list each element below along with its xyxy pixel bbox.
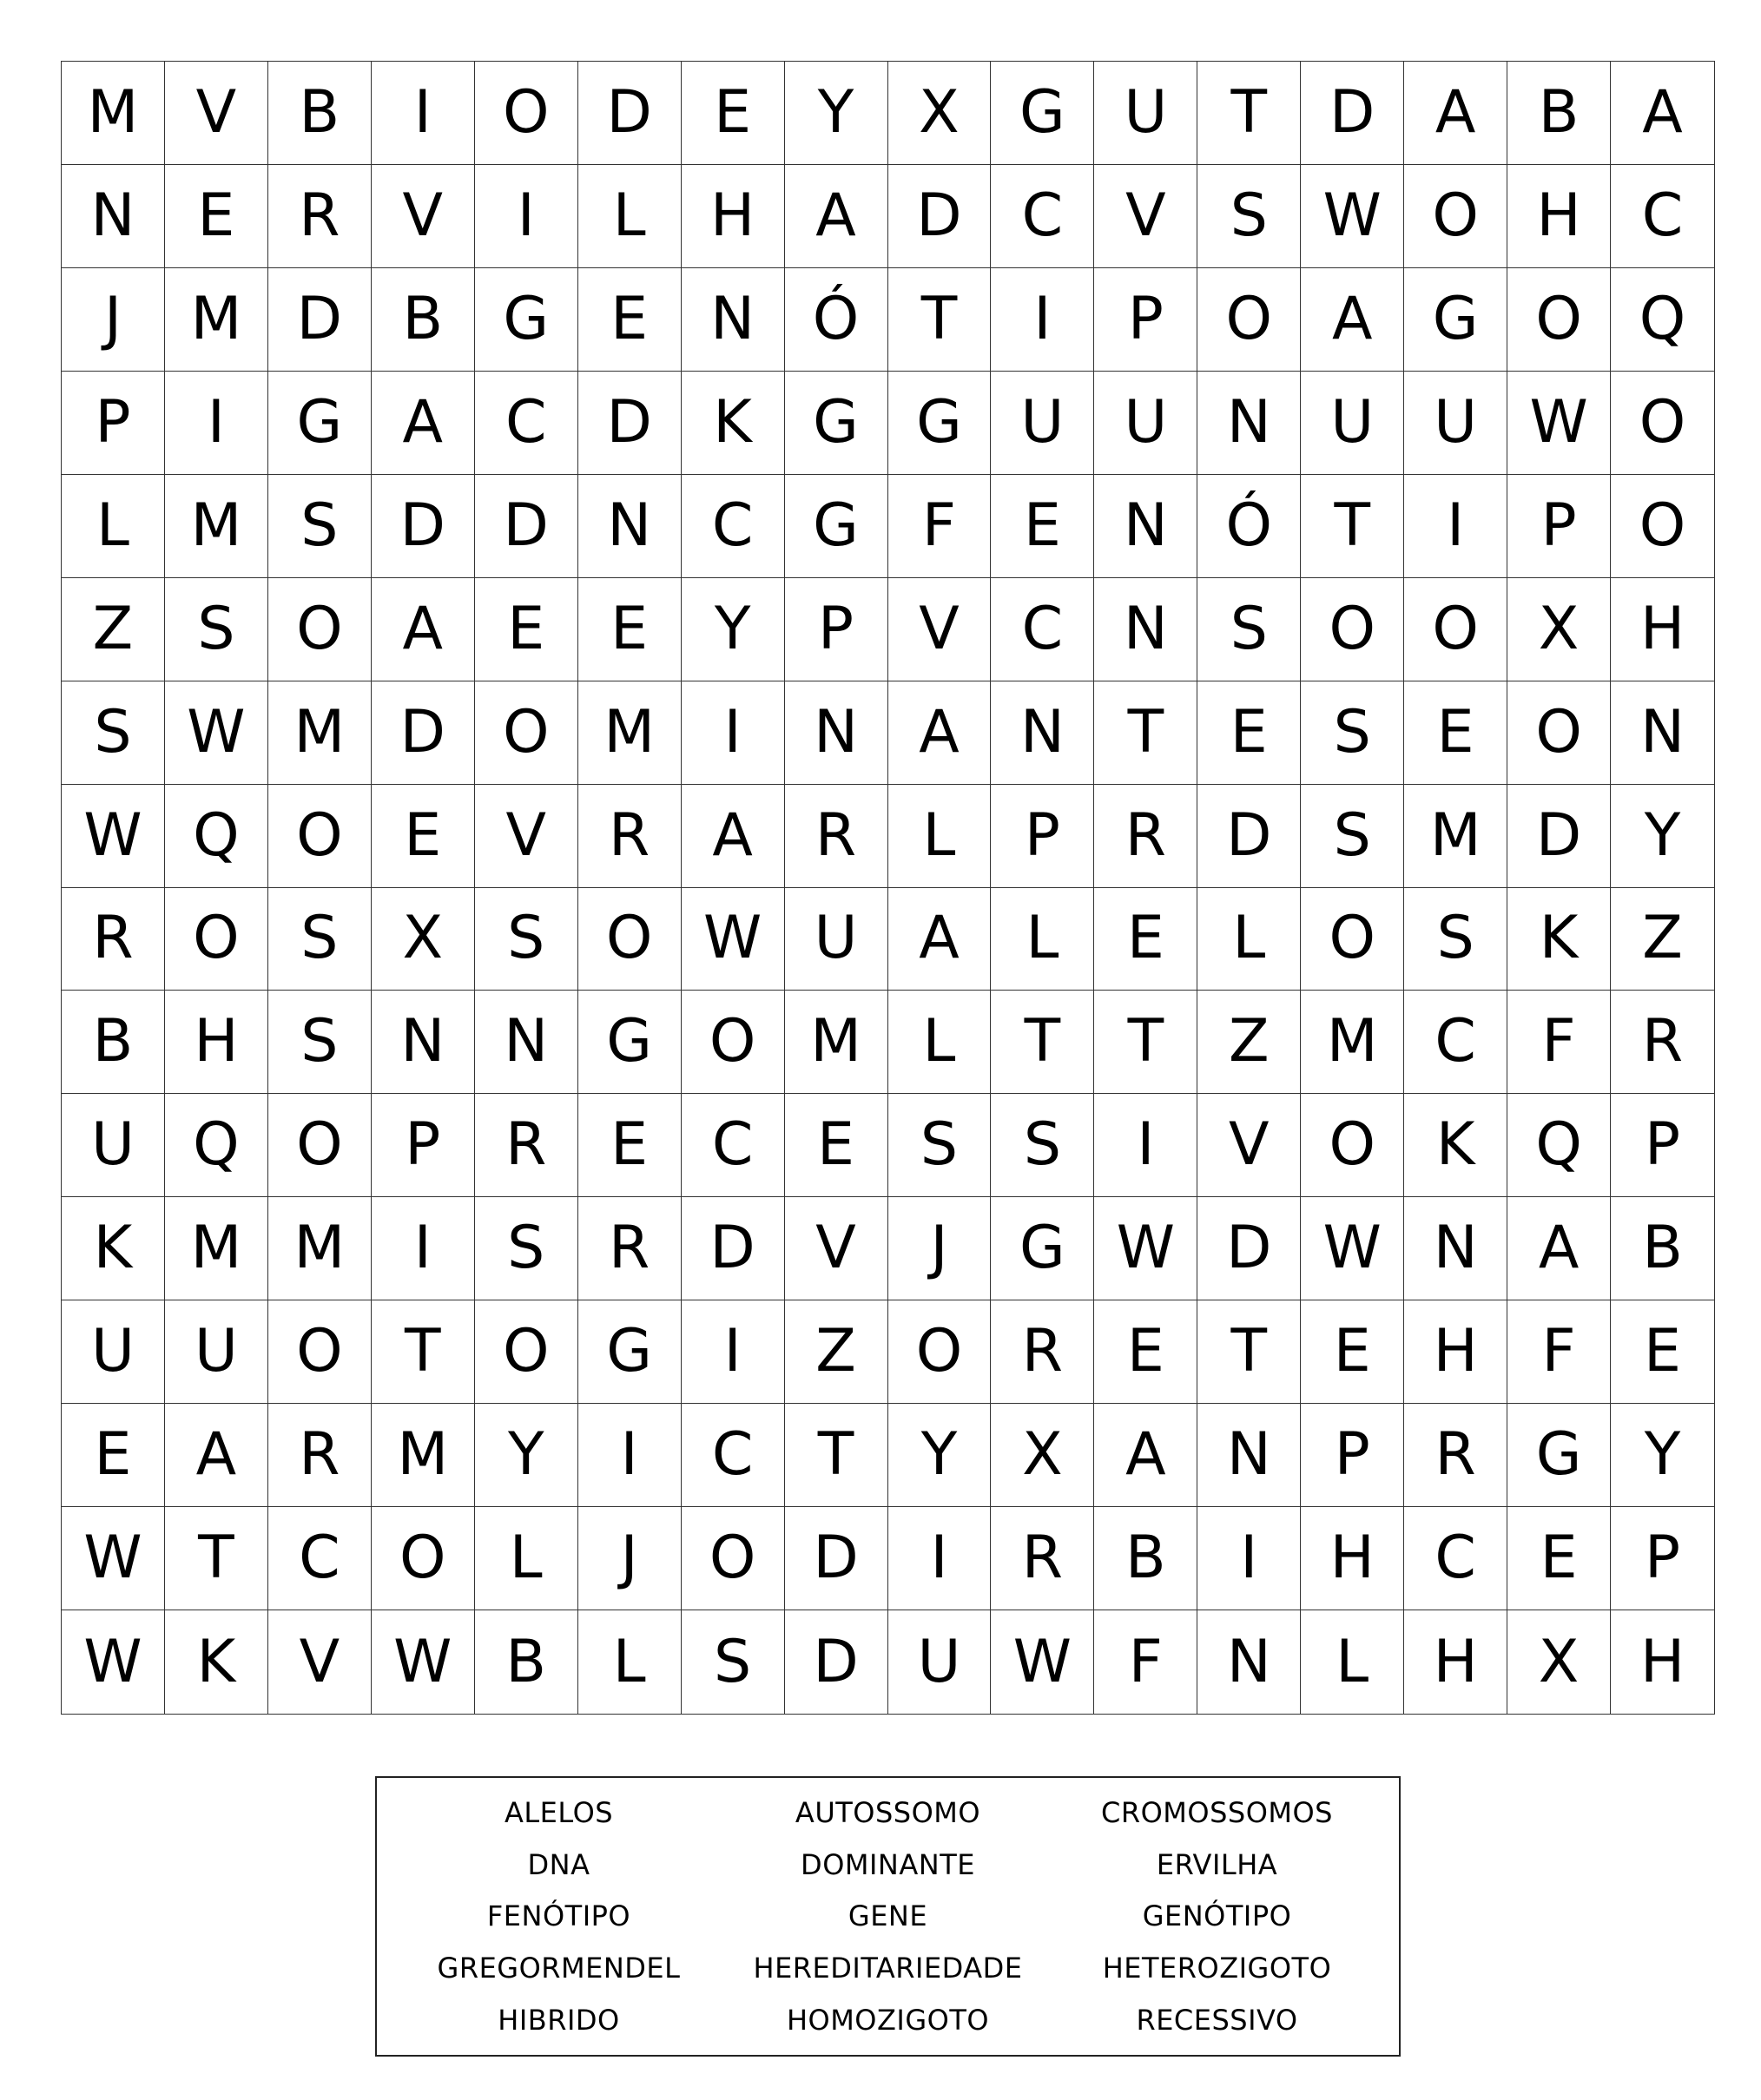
word-list-item: DOMINANTE <box>801 1847 975 1881</box>
word-list-item: HIBRIDO <box>498 2004 620 2037</box>
grid-cell-r8-c10[interactable]: E <box>1094 888 1197 991</box>
grid-cell-r14-c2[interactable]: C <box>268 1507 372 1610</box>
grid-cell-r2-c3[interactable]: B <box>372 268 475 372</box>
grid-cell-r0-c7[interactable]: Y <box>785 62 888 165</box>
grid-cell-r11-c1[interactable]: M <box>165 1197 268 1300</box>
grid-cell-r13-c13[interactable]: R <box>1404 1404 1507 1507</box>
grid-cell-r6-c8[interactable]: A <box>888 681 992 785</box>
grid-cell-r9-c9[interactable]: T <box>991 991 1094 1094</box>
grid-cell-r5-c0[interactable]: Z <box>62 578 165 681</box>
grid-cell-r9-c2[interactable]: S <box>268 991 372 1094</box>
grid-cell-r8-c5[interactable]: O <box>578 888 682 991</box>
grid-cell-r5-c8[interactable]: V <box>888 578 992 681</box>
grid-cell-r12-c3[interactable]: T <box>372 1300 475 1404</box>
grid-cell-r2-c10[interactable]: P <box>1094 268 1197 372</box>
grid-cell-r11-c3[interactable]: I <box>372 1197 475 1300</box>
grid-cell-r2-c11[interactable]: O <box>1197 268 1301 372</box>
grid-cell-r2-c7[interactable]: Ó <box>785 268 888 372</box>
grid-cell-r12-c9[interactable]: R <box>991 1300 1094 1404</box>
grid-cell-r8-c3[interactable]: X <box>372 888 475 991</box>
grid-cell-r14-c7[interactable]: D <box>785 1507 888 1610</box>
grid-cell-r12-c8[interactable]: O <box>888 1300 992 1404</box>
grid-cell-r6-c1[interactable]: W <box>165 681 268 785</box>
grid-cell-r3-c12[interactable]: U <box>1301 372 1404 475</box>
grid-cell-r1-c9[interactable]: C <box>991 165 1094 268</box>
grid-cell-r9-c5[interactable]: G <box>578 991 682 1094</box>
grid-cell-r7-c8[interactable]: L <box>888 785 992 888</box>
grid-cell-r9-c8[interactable]: L <box>888 991 992 1094</box>
grid-cell-r2-c8[interactable]: T <box>888 268 992 372</box>
grid-cell-r2-c2[interactable]: D <box>268 268 372 372</box>
grid-cell-r5-c12[interactable]: O <box>1301 578 1404 681</box>
grid-cell-r5-c7[interactable]: P <box>785 578 888 681</box>
word-list-item: DNA <box>527 1847 590 1881</box>
grid-cell-r13-c2[interactable]: R <box>268 1404 372 1507</box>
grid-cell-r12-c5[interactable]: G <box>578 1300 682 1404</box>
grid-cell-r0-c9[interactable]: G <box>991 62 1094 165</box>
grid-cell-r13-c14[interactable]: G <box>1507 1404 1611 1507</box>
grid-cell-r3-c3[interactable]: A <box>372 372 475 475</box>
grid-cell-r15-c0[interactable]: W <box>62 1610 165 1714</box>
grid-cell-r13-c4[interactable]: Y <box>475 1404 578 1507</box>
grid-cell-r13-c12[interactable]: P <box>1301 1404 1404 1507</box>
word-list-item: GENÓTIPO <box>1142 1899 1292 1933</box>
grid-cell-r4-c5[interactable]: N <box>578 475 682 578</box>
grid-cell-r6-c14[interactable]: O <box>1507 681 1611 785</box>
grid-cell-r12-c0[interactable]: U <box>62 1300 165 1404</box>
grid-cell-r0-c15[interactable]: A <box>1611 62 1714 165</box>
word-list-item: GENE <box>848 1899 928 1933</box>
grid-cell-r15-c11[interactable]: N <box>1197 1610 1301 1714</box>
grid-cell-r0-c12[interactable]: D <box>1301 62 1404 165</box>
grid-cell-r1-c5[interactable]: L <box>578 165 682 268</box>
grid-cell-r1-c7[interactable]: A <box>785 165 888 268</box>
grid-cell-r10-c7[interactable]: E <box>785 1094 888 1197</box>
grid-cell-r9-c3[interactable]: N <box>372 991 475 1094</box>
grid-cell-r15-c4[interactable]: B <box>475 1610 578 1714</box>
grid-cell-r7-c10[interactable]: R <box>1094 785 1197 888</box>
grid-cell-r9-c4[interactable]: N <box>475 991 578 1094</box>
grid-cell-r8-c11[interactable]: L <box>1197 888 1301 991</box>
grid-cell-r7-c1[interactable]: Q <box>165 785 268 888</box>
grid-cell-r4-c7[interactable]: G <box>785 475 888 578</box>
word-list-item: CROMOSSOMOS <box>1101 1795 1333 1829</box>
grid-cell-r14-c9[interactable]: R <box>991 1507 1094 1610</box>
grid-cell-r13-c0[interactable]: E <box>62 1404 165 1507</box>
grid-cell-r1-c0[interactable]: N <box>62 165 165 268</box>
grid-cell-r3-c0[interactable]: P <box>62 372 165 475</box>
grid-cell-r0-c2[interactable]: B <box>268 62 372 165</box>
grid-cell-r13-c9[interactable]: X <box>991 1404 1094 1507</box>
grid-cell-r12-c2[interactable]: O <box>268 1300 372 1404</box>
grid-cell-r8-c4[interactable]: S <box>475 888 578 991</box>
grid-cell-r10-c8[interactable]: S <box>888 1094 992 1197</box>
grid-cell-r13-c1[interactable]: A <box>165 1404 268 1507</box>
grid-cell-r1-c4[interactable]: I <box>475 165 578 268</box>
grid-cell-r4-c8[interactable]: F <box>888 475 992 578</box>
grid-cell-r6-c15[interactable]: N <box>1611 681 1714 785</box>
grid-cell-r12-c4[interactable]: O <box>475 1300 578 1404</box>
grid-cell-r10-c11[interactable]: V <box>1197 1094 1301 1197</box>
grid-cell-r0-c8[interactable]: X <box>888 62 992 165</box>
grid-cell-r0-c1[interactable]: V <box>165 62 268 165</box>
grid-cell-r15-c14[interactable]: X <box>1507 1610 1611 1714</box>
grid-cell-r5-c1[interactable]: S <box>165 578 268 681</box>
word-list-item: ALELOS <box>504 1795 614 1829</box>
grid-cell-r6-c2[interactable]: M <box>268 681 372 785</box>
grid-cell-r6-c4[interactable]: O <box>475 681 578 785</box>
grid-cell-r9-c10[interactable]: T <box>1094 991 1197 1094</box>
grid-cell-r10-c4[interactable]: R <box>475 1094 578 1197</box>
grid-cell-r8-c2[interactable]: S <box>268 888 372 991</box>
grid-cell-r12-c11[interactable]: T <box>1197 1300 1301 1404</box>
grid-cell-r11-c12[interactable]: W <box>1301 1197 1404 1300</box>
grid-cell-r11-c10[interactable]: W <box>1094 1197 1197 1300</box>
grid-cell-r8-c12[interactable]: O <box>1301 888 1404 991</box>
grid-cell-r7-c7[interactable]: R <box>785 785 888 888</box>
grid-cell-r14-c4[interactable]: L <box>475 1507 578 1610</box>
grid-cell-r14-c15[interactable]: P <box>1611 1507 1714 1610</box>
grid-cell-r4-c0[interactable]: L <box>62 475 165 578</box>
grid-cell-r7-c2[interactable]: O <box>268 785 372 888</box>
word-list-item: AUTOSSOMO <box>795 1795 981 1829</box>
grid-cell-r8-c0[interactable]: R <box>62 888 165 991</box>
grid-cell-r0-c14[interactable]: B <box>1507 62 1611 165</box>
grid-cell-r3-c14[interactable]: W <box>1507 372 1611 475</box>
grid-cell-r5-c13[interactable]: O <box>1404 578 1507 681</box>
grid-cell-r12-c15[interactable]: E <box>1611 1300 1714 1404</box>
grid-cell-r4-c6[interactable]: C <box>682 475 785 578</box>
grid-cell-r7-c15[interactable]: Y <box>1611 785 1714 888</box>
grid-cell-r9-c0[interactable]: B <box>62 991 165 1094</box>
grid-cell-r11-c0[interactable]: K <box>62 1197 165 1300</box>
grid-cell-r6-c12[interactable]: S <box>1301 681 1404 785</box>
grid-cell-r7-c11[interactable]: D <box>1197 785 1301 888</box>
grid-cell-r2-c5[interactable]: E <box>578 268 682 372</box>
grid-cell-r15-c1[interactable]: K <box>165 1610 268 1714</box>
grid-cell-r13-c5[interactable]: I <box>578 1404 682 1507</box>
grid-cell-r4-c2[interactable]: S <box>268 475 372 578</box>
grid-cell-r4-c14[interactable]: P <box>1507 475 1611 578</box>
grid-cell-r15-c15[interactable]: H <box>1639 1627 1685 1696</box>
grid-cell-r7-c13[interactable]: M <box>1404 785 1507 888</box>
grid-cell-r6-c6[interactable]: I <box>682 681 785 785</box>
grid-cell-r4-c12[interactable]: T <box>1301 475 1404 578</box>
grid-cell-r15-c3[interactable]: W <box>372 1610 475 1714</box>
grid-cell-r10-c9[interactable]: S <box>991 1094 1094 1197</box>
grid-cell-r8-c6[interactable]: W <box>682 888 785 991</box>
grid-cell-r6-c11[interactable]: E <box>1197 681 1301 785</box>
grid-cell-r13-c15[interactable]: Y <box>1611 1404 1714 1507</box>
grid-cell-r12-c12[interactable]: E <box>1301 1300 1404 1404</box>
word-list-item: HOMOZIGOTO <box>786 2004 990 2037</box>
grid-cell-r3-c2[interactable]: G <box>268 372 372 475</box>
grid-cell-r4-c3[interactable]: D <box>372 475 475 578</box>
grid-cell-r11-c11[interactable]: D <box>1197 1197 1301 1300</box>
grid-cell-r1-c6[interactable]: H <box>682 165 785 268</box>
grid-cell-r2-c12[interactable]: A <box>1301 268 1404 372</box>
grid-cell-r9-c13[interactable]: C <box>1404 991 1507 1094</box>
grid-cell-r14-c5[interactable]: J <box>578 1507 682 1610</box>
grid-cell-r5-c4[interactable]: E <box>475 578 578 681</box>
grid-cell-r5-c6[interactable]: Y <box>682 578 785 681</box>
grid-cell-r11-c13[interactable]: N <box>1404 1197 1507 1300</box>
grid-cell-r1-c8[interactable]: D <box>888 165 992 268</box>
grid-cell-r3-c15[interactable]: O <box>1611 372 1714 475</box>
grid-cell-r14-c6[interactable]: O <box>682 1507 785 1610</box>
grid-cell-r13-c7[interactable]: T <box>785 1404 888 1507</box>
grid-cell-r15-c12[interactable]: L <box>1301 1610 1404 1714</box>
grid-cell-r5-c14[interactable]: X <box>1507 578 1611 681</box>
grid-cell-r0-c5[interactable]: D <box>578 62 682 165</box>
grid-cell-r10-c2[interactable]: O <box>268 1094 372 1197</box>
grid-cell-r11-c15[interactable]: B <box>1611 1197 1714 1300</box>
grid-cell-r1-c15[interactable]: C <box>1611 165 1714 268</box>
grid-cell-r6-c13[interactable]: E <box>1404 681 1507 785</box>
grid-cell-r3-c8[interactable]: G <box>888 372 992 475</box>
grid-cell-r9-c15[interactable]: R <box>1611 991 1714 1094</box>
grid-cell-r8-c9[interactable]: L <box>991 888 1094 991</box>
grid-cell-r1-c1[interactable]: E <box>165 165 268 268</box>
grid-cell-r8-c13[interactable]: S <box>1404 888 1507 991</box>
grid-cell-r3-c9[interactable]: U <box>991 372 1094 475</box>
grid-cell-r6-c7[interactable]: N <box>785 681 888 785</box>
grid-cell-r3-c10[interactable]: U <box>1094 372 1197 475</box>
grid-cell-r7-c5[interactable]: R <box>578 785 682 888</box>
grid-cell-r11-c8[interactable]: J <box>888 1197 992 1300</box>
grid-cell-r9-c1[interactable]: H <box>165 991 268 1094</box>
grid-cell-r3-c11[interactable]: N <box>1197 372 1301 475</box>
grid-cell-r10-c13[interactable]: K <box>1404 1094 1507 1197</box>
grid-cell-r14-c13[interactable]: C <box>1404 1507 1507 1610</box>
grid-cell-r4-c10[interactable]: N <box>1094 475 1197 578</box>
grid-cell-r5-c11[interactable]: S <box>1197 578 1301 681</box>
grid-cell-r13-c11[interactable]: N <box>1197 1404 1301 1507</box>
word-list-item: HEREDITARIEDADE <box>753 1952 1023 1985</box>
word-list-item: RECESSIVO <box>1136 2004 1298 2037</box>
grid-cell-r11-c9[interactable]: G <box>991 1197 1094 1300</box>
grid-cell-r0-c4[interactable]: O <box>475 62 578 165</box>
grid-cell-r4-c11[interactable]: Ó <box>1197 475 1301 578</box>
grid-cell-r5-c15[interactable]: H <box>1611 578 1714 681</box>
grid-cell-r2-c13[interactable]: G <box>1404 268 1507 372</box>
grid-cell-r6-c9[interactable]: N <box>991 681 1094 785</box>
grid-cell-r3-c6[interactable]: K <box>682 372 785 475</box>
grid-cell-r4-c9[interactable]: E <box>991 475 1094 578</box>
grid-cell-r1-c10[interactable]: V <box>1094 165 1197 268</box>
grid-cell-r9-c11[interactable]: Z <box>1197 991 1301 1094</box>
grid-cell-r13-c3[interactable]: M <box>372 1404 475 1507</box>
grid-cell-r2-c6[interactable]: N <box>682 268 785 372</box>
grid-cell-r8-c8[interactable]: A <box>888 888 992 991</box>
grid-cell-r0-c6[interactable]: E <box>682 62 785 165</box>
grid-cell-r10-c5[interactable]: E <box>578 1094 682 1197</box>
grid-cell-r8-c7[interactable]: U <box>785 888 888 991</box>
grid-cell-r12-c7[interactable]: Z <box>785 1300 888 1404</box>
grid-cell-r11-c14[interactable]: A <box>1507 1197 1611 1300</box>
word-list-item: ERVILHA <box>1156 1847 1278 1881</box>
grid-cell-r1-c14[interactable]: H <box>1507 165 1611 268</box>
grid-cell-r14-c10[interactable]: B <box>1094 1507 1197 1610</box>
grid-cell-r5-c10[interactable]: N <box>1094 578 1197 681</box>
grid-cell-r15-c5[interactable]: L <box>578 1610 682 1714</box>
grid-cell-r14-c3[interactable]: O <box>372 1507 475 1610</box>
grid-cell-r14-c12[interactable]: H <box>1301 1507 1404 1610</box>
grid-cell-r0-c13[interactable]: A <box>1404 62 1507 165</box>
grid-cell-r10-c6[interactable]: C <box>682 1094 785 1197</box>
grid-cell-r4-c15[interactable]: O <box>1611 475 1714 578</box>
word-list-box <box>375 1776 1401 2057</box>
grid-cell-r0-c10[interactable]: U <box>1094 62 1197 165</box>
grid-cell-r1-c11[interactable]: S <box>1197 165 1301 268</box>
grid-cell-r6-c0[interactable]: S <box>62 681 165 785</box>
word-list-item: GREGORMENDEL <box>437 1952 681 1985</box>
grid-cell-r2-c1[interactable]: M <box>165 268 268 372</box>
grid-cell-r3-c1[interactable]: I <box>165 372 268 475</box>
grid-cell-r8-c15[interactable]: Z <box>1611 888 1714 991</box>
grid-cell-r0-c3[interactable]: I <box>372 62 475 165</box>
grid-cell-r14-c14[interactable]: E <box>1507 1507 1611 1610</box>
grid-cell-r3-c13[interactable]: U <box>1404 372 1507 475</box>
grid-cell-r7-c14[interactable]: D <box>1507 785 1611 888</box>
grid-cell-r10-c1[interactable]: Q <box>165 1094 268 1197</box>
grid-cell-r2-c9[interactable]: I <box>991 268 1094 372</box>
grid-cell-r10-c3[interactable]: P <box>372 1094 475 1197</box>
grid-cell-r12-c14[interactable]: F <box>1507 1300 1611 1404</box>
grid-cell-r11-c2[interactable]: M <box>268 1197 372 1300</box>
grid-cell-r7-c9[interactable]: P <box>991 785 1094 888</box>
grid-cell-r15-c2[interactable]: V <box>268 1610 372 1714</box>
grid-cell-r1-c12[interactable]: W <box>1301 165 1404 268</box>
grid-cell-r15-c13[interactable]: H <box>1404 1610 1507 1714</box>
grid-cell-r12-c6[interactable]: I <box>682 1300 785 1404</box>
grid-cell-r15-c9[interactable]: W <box>991 1610 1094 1714</box>
grid-cell-r6-c5[interactable]: M <box>578 681 682 785</box>
grid-cell-r6-c10[interactable]: T <box>1094 681 1197 785</box>
grid-cell-r3-c4[interactable]: C <box>475 372 578 475</box>
letter-grid <box>61 61 1715 1715</box>
grid-cell-r1-c2[interactable]: R <box>268 165 372 268</box>
grid-cell-r4-c13[interactable]: I <box>1404 475 1507 578</box>
grid-cell-r11-c6[interactable]: D <box>682 1197 785 1300</box>
grid-cell-r9-c14[interactable]: F <box>1507 991 1611 1094</box>
grid-cell-r5-c3[interactable]: A <box>372 578 475 681</box>
grid-cell-r5-c9[interactable]: C <box>991 578 1094 681</box>
grid-cell-r3-c5[interactable]: D <box>578 372 682 475</box>
grid-cell-r14-c0[interactable]: W <box>62 1507 165 1610</box>
grid-cell-r3-c7[interactable]: G <box>785 372 888 475</box>
grid-cell-r2-c14[interactable]: O <box>1507 268 1611 372</box>
grid-cell-r10-c14[interactable]: Q <box>1507 1094 1611 1197</box>
grid-cell-r2-c15[interactable]: Q <box>1611 268 1714 372</box>
grid-cell-r11-c5[interactable]: R <box>578 1197 682 1300</box>
grid-cell-r12-c13[interactable]: H <box>1404 1300 1507 1404</box>
grid-cell-r5-c5[interactable]: E <box>578 578 682 681</box>
word-list-item: HETEROZIGOTO <box>1102 1952 1332 1985</box>
grid-cell-r14-c8[interactable]: I <box>888 1507 992 1610</box>
grid-cell-r12-c10[interactable]: E <box>1094 1300 1197 1404</box>
grid-cell-r8-c1[interactable]: O <box>165 888 268 991</box>
grid-cell-r6-c3[interactable]: D <box>372 681 475 785</box>
grid-cell-r15-c7[interactable]: D <box>785 1610 888 1714</box>
word-list-item: FENÓTIPO <box>486 1899 631 1933</box>
grid-cell-r10-c15[interactable]: P <box>1611 1094 1714 1197</box>
grid-cell-r2-c4[interactable]: G <box>475 268 578 372</box>
grid-cell-r0-c11[interactable]: T <box>1197 62 1301 165</box>
grid-cell-r9-c12[interactable]: M <box>1301 991 1404 1094</box>
grid-cell-r13-c10[interactable]: A <box>1094 1404 1197 1507</box>
grid-cell-r5-c2[interactable]: O <box>268 578 372 681</box>
grid-cell-r15-c10[interactable]: F <box>1094 1610 1197 1714</box>
grid-cell-r14-c11[interactable]: I <box>1197 1507 1301 1610</box>
grid-cell-r1-c13[interactable]: O <box>1404 165 1507 268</box>
grid-cell-r1-c3[interactable]: V <box>372 165 475 268</box>
grid-cell-r7-c3[interactable]: E <box>372 785 475 888</box>
grid-cell-r9-c6[interactable]: O <box>682 991 785 1094</box>
grid-cell-r7-c4[interactable]: V <box>475 785 578 888</box>
grid-cell-r8-c14[interactable]: K <box>1507 888 1611 991</box>
grid-cell-r9-c7[interactable]: M <box>785 991 888 1094</box>
grid-cell-r14-c1[interactable]: T <box>165 1507 268 1610</box>
grid-cell-r10-c12[interactable]: O <box>1301 1094 1404 1197</box>
grid-cell-r7-c12[interactable]: S <box>1301 785 1404 888</box>
grid-cell-r7-c6[interactable]: A <box>682 785 785 888</box>
grid-cell-r11-c7[interactable]: V <box>785 1197 888 1300</box>
grid-cell-r15-c8[interactable]: U <box>888 1610 992 1714</box>
grid-cell-r11-c4[interactable]: S <box>475 1197 578 1300</box>
grid-cell-r10-c10[interactable]: I <box>1094 1094 1197 1197</box>
grid-cell-r7-c0[interactable]: W <box>62 785 165 888</box>
grid-cell-r10-c0[interactable]: U <box>62 1094 165 1197</box>
grid-cell-r0-c0[interactable]: M <box>62 62 165 165</box>
grid-cell-r2-c0[interactable]: J <box>62 268 165 372</box>
grid-cell-r13-c6[interactable]: C <box>682 1404 785 1507</box>
grid-cell-r13-c8[interactable]: Y <box>888 1404 992 1507</box>
grid-cell-r4-c1[interactable]: M <box>165 475 268 578</box>
grid-cell-r15-c6[interactable]: S <box>682 1610 785 1714</box>
grid-cell-r12-c1[interactable]: U <box>165 1300 268 1404</box>
grid-cell-r4-c4[interactable]: D <box>475 475 578 578</box>
